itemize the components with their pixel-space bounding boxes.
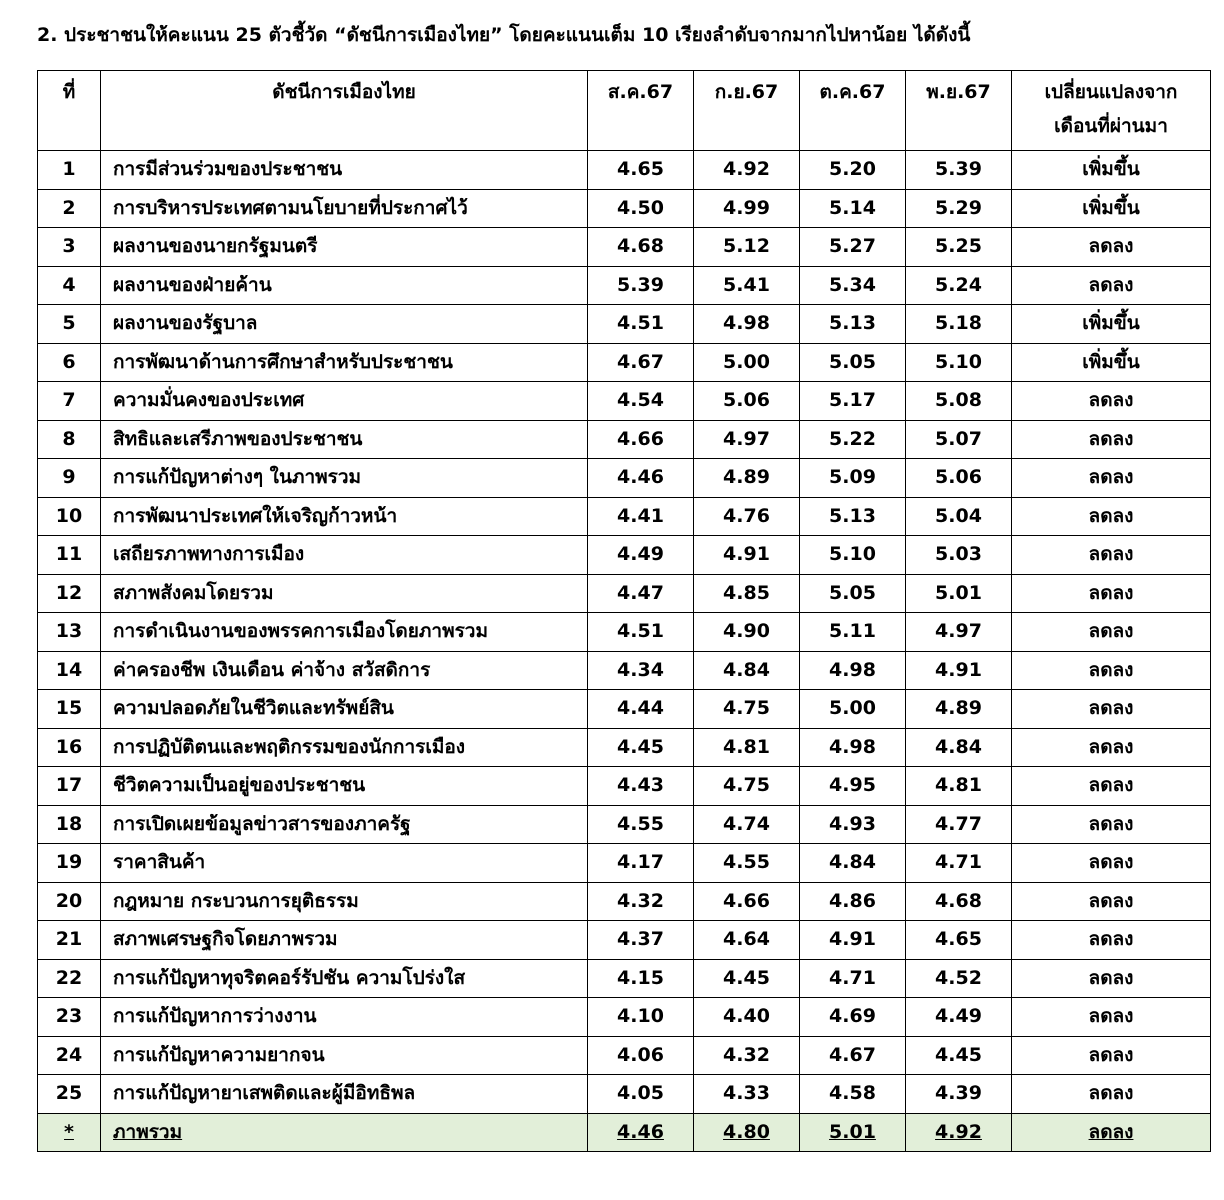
header-change-line2: เดือนที่ผ่านมา	[1054, 115, 1168, 137]
cell-no: 1	[38, 151, 101, 190]
cell-score-sep: 4.80	[694, 1113, 800, 1152]
cell-change: ลดลง	[1012, 1036, 1211, 1075]
cell-index-name: เสถียรภาพทางการเมือง	[101, 536, 588, 575]
cell-change: ลดลง	[1012, 1075, 1211, 1114]
cell-score-oct: 5.09	[800, 459, 906, 498]
table-row	[38, 343, 1211, 382]
cell-score-oct: 5.14	[800, 189, 906, 228]
table-row	[38, 151, 1211, 190]
table-row	[38, 959, 1211, 998]
cell-index-name: การพัฒนาประเทศให้เจริญก้าวหน้า	[101, 497, 588, 536]
cell-change: ลดลง	[1012, 266, 1211, 305]
cell-change: ลดลง	[1012, 497, 1211, 536]
cell-score-sep: 4.75	[694, 767, 800, 806]
cell-score-sep: 4.91	[694, 536, 800, 575]
cell-score-nov: 4.89	[906, 690, 1012, 729]
cell-score-oct: 4.67	[800, 1036, 906, 1075]
cell-score-aug: 4.10	[588, 998, 694, 1037]
header-change	[1012, 71, 1211, 151]
cell-no: 8	[38, 420, 101, 459]
table-row	[38, 690, 1211, 729]
cell-score-sep: 4.90	[694, 613, 800, 652]
cell-score-sep: 4.81	[694, 728, 800, 767]
cell-index-name: ผลงานของรัฐบาล	[101, 305, 588, 344]
cell-change: ลดลง	[1012, 690, 1211, 729]
cell-no: 7	[38, 382, 101, 421]
cell-score-nov: 4.71	[906, 844, 1012, 883]
cell-score-oct: 5.11	[800, 613, 906, 652]
cell-score-aug: 4.17	[588, 844, 694, 883]
cell-score-oct: 4.98	[800, 651, 906, 690]
cell-no: 9	[38, 459, 101, 498]
cell-index-name: การบริหารประเทศตามนโยบายที่ประกาศไว้	[101, 189, 588, 228]
cell-no: 13	[38, 613, 101, 652]
cell-no: 25	[38, 1075, 101, 1114]
cell-no: 15	[38, 690, 101, 729]
table-row	[38, 1075, 1211, 1114]
cell-score-sep: 4.75	[694, 690, 800, 729]
cell-change: ลดลง	[1012, 882, 1211, 921]
cell-score-oct: 5.13	[800, 497, 906, 536]
cell-score-oct: 5.05	[800, 343, 906, 382]
cell-no: 10	[38, 497, 101, 536]
cell-change: ลดลง	[1012, 574, 1211, 613]
cell-index-name: ผลงานของนายกรัฐมนตรี	[101, 228, 588, 267]
cell-no: 23	[38, 998, 101, 1037]
cell-score-sep: 4.99	[694, 189, 800, 228]
cell-change: เพิ่มขึ้น	[1012, 189, 1211, 228]
cell-score-oct: 5.10	[800, 536, 906, 575]
cell-score-nov: 4.97	[906, 613, 1012, 652]
cell-score-oct: 5.05	[800, 574, 906, 613]
table-row	[38, 382, 1211, 421]
cell-score-oct: 4.91	[800, 921, 906, 960]
cell-no: 14	[38, 651, 101, 690]
table-row	[38, 998, 1211, 1037]
cell-score-oct: 4.86	[800, 882, 906, 921]
cell-no: 4	[38, 266, 101, 305]
cell-score-sep: 4.98	[694, 305, 800, 344]
cell-no: 2	[38, 189, 101, 228]
cell-score-nov: 5.01	[906, 574, 1012, 613]
cell-score-nov: 5.07	[906, 420, 1012, 459]
cell-score-aug: 4.51	[588, 305, 694, 344]
header-change-line1: เปลี่ยนแปลงจาก	[1044, 81, 1178, 103]
cell-score-aug: 4.46	[588, 1113, 694, 1152]
cell-index-name: ความปลอดภัยในชีวิตและทรัพย์สิน	[101, 690, 588, 729]
cell-index-name: การปฏิบัติตนและพฤติกรรมของนักการเมือง	[101, 728, 588, 767]
cell-no: 24	[38, 1036, 101, 1075]
cell-no: 21	[38, 921, 101, 960]
cell-score-oct: 4.98	[800, 728, 906, 767]
cell-change: เพิ่มขึ้น	[1012, 151, 1211, 190]
cell-score-aug: 4.50	[588, 189, 694, 228]
cell-score-sep: 4.33	[694, 1075, 800, 1114]
cell-score-sep: 4.32	[694, 1036, 800, 1075]
cell-index-name: การแก้ปัญหาความยากจน	[101, 1036, 588, 1075]
cell-score-oct: 5.22	[800, 420, 906, 459]
cell-score-nov: 5.06	[906, 459, 1012, 498]
cell-index-name: การแก้ปัญหาการว่างงาน	[101, 998, 588, 1037]
cell-score-aug: 4.67	[588, 343, 694, 382]
cell-score-oct: 5.13	[800, 305, 906, 344]
cell-score-aug: 4.49	[588, 536, 694, 575]
cell-score-nov: 4.68	[906, 882, 1012, 921]
cell-score-aug: 4.51	[588, 613, 694, 652]
cell-no: 20	[38, 882, 101, 921]
table-row	[38, 574, 1211, 613]
cell-no: 22	[38, 959, 101, 998]
cell-score-nov: 5.29	[906, 189, 1012, 228]
cell-score-sep: 4.76	[694, 497, 800, 536]
cell-score-sep: 4.64	[694, 921, 800, 960]
cell-change: ลดลง	[1012, 420, 1211, 459]
cell-change: ลดลง	[1012, 998, 1211, 1037]
table-row	[38, 728, 1211, 767]
table-row	[38, 921, 1211, 960]
cell-change: ลดลง	[1012, 767, 1211, 806]
cell-score-nov: 5.03	[906, 536, 1012, 575]
table-body	[38, 151, 1211, 1152]
table-row	[38, 497, 1211, 536]
cell-change: ลดลง	[1012, 613, 1211, 652]
cell-index-name: สภาพสังคมโดยรวม	[101, 574, 588, 613]
cell-change: ลดลง	[1012, 536, 1211, 575]
cell-score-nov: 4.91	[906, 651, 1012, 690]
cell-change: ลดลง	[1012, 844, 1211, 883]
cell-change: ลดลง	[1012, 805, 1211, 844]
cell-score-aug: 4.06	[588, 1036, 694, 1075]
header-month-oct: ต.ค.67	[800, 71, 906, 151]
cell-score-oct: 5.20	[800, 151, 906, 190]
header-month-aug: ส.ค.67	[588, 71, 694, 151]
cell-score-nov: 4.92	[906, 1113, 1012, 1152]
table-total-row	[38, 1113, 1211, 1152]
table-row	[38, 805, 1211, 844]
cell-change: ลดลง	[1012, 728, 1211, 767]
cell-no: *	[38, 1113, 101, 1152]
cell-score-nov: 4.39	[906, 1075, 1012, 1114]
cell-index-name: การแก้ปัญหายาเสพติดและผู้มีอิทธิพล	[101, 1075, 588, 1114]
table-row	[38, 844, 1211, 883]
cell-change: เพิ่มขึ้น	[1012, 343, 1211, 382]
cell-score-aug: 4.05	[588, 1075, 694, 1114]
cell-score-nov: 5.18	[906, 305, 1012, 344]
cell-score-nov: 5.10	[906, 343, 1012, 382]
cell-index-name: การมีส่วนร่วมของประชาชน	[101, 151, 588, 190]
cell-score-sep: 4.40	[694, 998, 800, 1037]
cell-score-aug: 4.15	[588, 959, 694, 998]
cell-score-sep: 5.00	[694, 343, 800, 382]
cell-score-aug: 4.37	[588, 921, 694, 960]
cell-score-oct: 5.00	[800, 690, 906, 729]
cell-score-aug: 4.65	[588, 151, 694, 190]
table-row	[38, 767, 1211, 806]
header-month-nov: พ.ย.67	[906, 71, 1012, 151]
cell-score-aug: 4.44	[588, 690, 694, 729]
cell-change: ลดลง	[1012, 651, 1211, 690]
cell-score-aug: 5.39	[588, 266, 694, 305]
cell-score-nov: 5.25	[906, 228, 1012, 267]
cell-change: ลดลง	[1012, 1113, 1211, 1152]
cell-score-sep: 4.84	[694, 651, 800, 690]
cell-score-nov: 4.81	[906, 767, 1012, 806]
table-row	[38, 613, 1211, 652]
cell-score-nov: 4.77	[906, 805, 1012, 844]
cell-score-oct: 5.01	[800, 1113, 906, 1152]
cell-index-name: การดำเนินงานของพรรคการเมืองโดยภาพรวม	[101, 613, 588, 652]
cell-no: 18	[38, 805, 101, 844]
cell-index-name: ผลงานของฝ่ายค้าน	[101, 266, 588, 305]
cell-score-sep: 4.89	[694, 459, 800, 498]
cell-score-aug: 4.55	[588, 805, 694, 844]
cell-score-sep: 4.97	[694, 420, 800, 459]
cell-score-oct: 5.34	[800, 266, 906, 305]
cell-no: 17	[38, 767, 101, 806]
cell-score-oct: 4.71	[800, 959, 906, 998]
cell-score-sep: 5.12	[694, 228, 800, 267]
cell-no: 3	[38, 228, 101, 267]
table-row	[38, 1036, 1211, 1075]
cell-index-name: การแก้ปัญหาทุจริตคอร์รัปชัน ความโปร่งใส	[101, 959, 588, 998]
cell-index-name: ภาพรวม	[101, 1113, 588, 1152]
cell-no: 19	[38, 844, 101, 883]
cell-change: ลดลง	[1012, 382, 1211, 421]
cell-score-nov: 5.39	[906, 151, 1012, 190]
cell-score-oct: 4.95	[800, 767, 906, 806]
section-heading: 2. ประชาชนให้คะแนน 25 ตัวชี้วัด “ดัชนีการเมืองไทย” โดยคะแนนเต็ม 10 เรียงลำดับจากมากไปหาน้อย ได้ดังนี้	[37, 24, 971, 46]
cell-score-sep: 5.06	[694, 382, 800, 421]
cell-index-name: การเปิดเผยข้อมูลข่าวสารของภาครัฐ	[101, 805, 588, 844]
cell-score-aug: 4.34	[588, 651, 694, 690]
cell-score-sep: 4.74	[694, 805, 800, 844]
table-row	[38, 459, 1211, 498]
table-row	[38, 266, 1211, 305]
table-row	[38, 420, 1211, 459]
cell-score-aug: 4.41	[588, 497, 694, 536]
cell-change: ลดลง	[1012, 921, 1211, 960]
cell-change: เพิ่มขึ้น	[1012, 305, 1211, 344]
cell-change: ลดลง	[1012, 459, 1211, 498]
cell-score-oct: 5.27	[800, 228, 906, 267]
cell-score-nov: 5.24	[906, 266, 1012, 305]
cell-score-sep: 4.92	[694, 151, 800, 190]
cell-change: ลดลง	[1012, 959, 1211, 998]
table-row	[38, 882, 1211, 921]
cell-score-nov: 4.49	[906, 998, 1012, 1037]
cell-index-name: สภาพเศรษฐกิจโดยภาพรวม	[101, 921, 588, 960]
cell-no: 11	[38, 536, 101, 575]
cell-index-name: ชีวิตความเป็นอยู่ของประชาชน	[101, 767, 588, 806]
cell-score-aug: 4.45	[588, 728, 694, 767]
table-header-row	[38, 71, 1211, 151]
cell-index-name: ความมั่นคงของประเทศ	[101, 382, 588, 421]
cell-index-name: การแก้ปัญหาต่างๆ ในภาพรวม	[101, 459, 588, 498]
cell-score-oct: 4.69	[800, 998, 906, 1037]
header-no: ที่	[38, 71, 101, 151]
header-month-sep: ก.ย.67	[694, 71, 800, 151]
cell-no: 5	[38, 305, 101, 344]
cell-score-oct: 4.84	[800, 844, 906, 883]
table-row	[38, 305, 1211, 344]
cell-index-name: ราคาสินค้า	[101, 844, 588, 883]
cell-score-aug: 4.46	[588, 459, 694, 498]
cell-score-oct: 4.93	[800, 805, 906, 844]
cell-no: 6	[38, 343, 101, 382]
political-index-table	[37, 70, 1211, 1152]
table-row	[38, 228, 1211, 267]
cell-score-nov: 4.65	[906, 921, 1012, 960]
cell-index-name: ค่าครองชีพ เงินเดือน ค่าจ้าง สวัสดิการ	[101, 651, 588, 690]
cell-score-aug: 4.43	[588, 767, 694, 806]
cell-score-aug: 4.68	[588, 228, 694, 267]
table-row	[38, 651, 1211, 690]
cell-score-sep: 4.85	[694, 574, 800, 613]
cell-no: 16	[38, 728, 101, 767]
cell-score-sep: 4.45	[694, 959, 800, 998]
header-index-name: ดัชนีการเมืองไทย	[101, 71, 588, 151]
cell-index-name: การพัฒนาด้านการศึกษาสำหรับประชาชน	[101, 343, 588, 382]
cell-score-sep: 4.55	[694, 844, 800, 883]
cell-score-sep: 5.41	[694, 266, 800, 305]
cell-score-oct: 4.58	[800, 1075, 906, 1114]
cell-score-nov: 4.84	[906, 728, 1012, 767]
cell-change: ลดลง	[1012, 228, 1211, 267]
cell-score-sep: 4.66	[694, 882, 800, 921]
cell-score-aug: 4.47	[588, 574, 694, 613]
cell-index-name: สิทธิและเสรีภาพของประชาชน	[101, 420, 588, 459]
table-row	[38, 536, 1211, 575]
cell-score-nov: 5.04	[906, 497, 1012, 536]
cell-score-aug: 4.66	[588, 420, 694, 459]
cell-no: 12	[38, 574, 101, 613]
cell-score-oct: 5.17	[800, 382, 906, 421]
cell-score-aug: 4.54	[588, 382, 694, 421]
cell-score-nov: 4.52	[906, 959, 1012, 998]
cell-score-nov: 4.45	[906, 1036, 1012, 1075]
table-row	[38, 189, 1211, 228]
cell-score-aug: 4.32	[588, 882, 694, 921]
cell-score-nov: 5.08	[906, 382, 1012, 421]
cell-index-name: กฎหมาย กระบวนการยุติธรรม	[101, 882, 588, 921]
